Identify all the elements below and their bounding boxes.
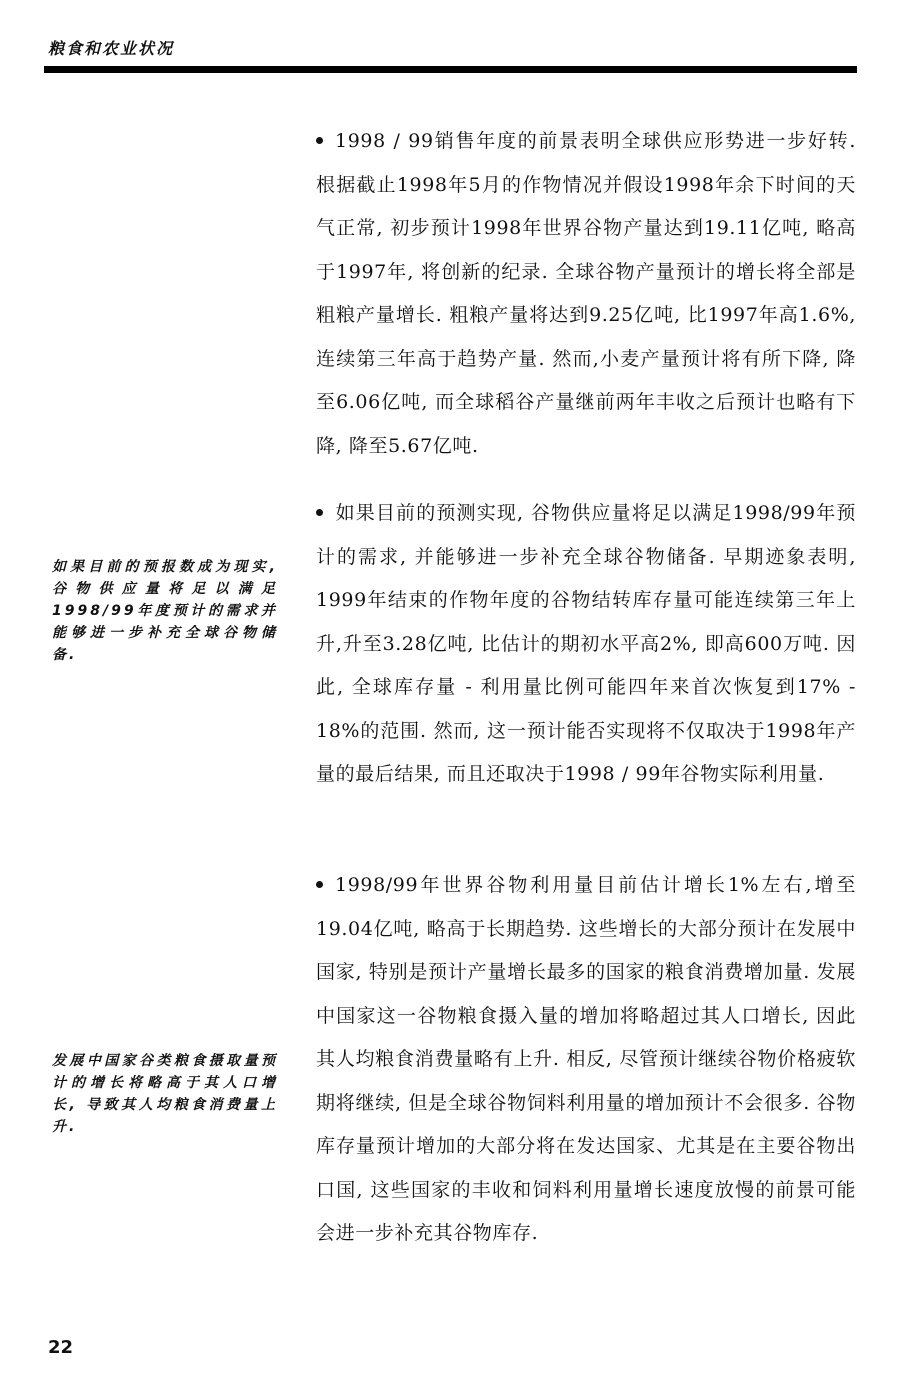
running-head-title: 粮食和农业状况 bbox=[48, 39, 175, 58]
paragraph-1-text: 1998 / 99销售年度的前景表明全球供应形势进一步好转. 根据截止1998年5月的作物情况并假设1998年余下时间的天气正常, 初步预计1998年世界谷物产量达到19.11亿吨, 略高于1997年, 将创新的纪录. 全球谷物产量预计的增长将全部是粗粮产量增长. 粗粮产量将达到9.25亿吨, 比1997年高1.6%, 连续第三年高于趋势产量. 然而,小麦产量预计将有所下降, 降至6.06亿吨, 而全球稻谷产量继前两年丰收之后预计也略有下降, 降至5.67亿吨. bbox=[316, 130, 856, 457]
paragraph-text bbox=[316, 120, 856, 468]
paragraph-2 bbox=[316, 492, 856, 797]
page-number: 22 bbox=[48, 1337, 74, 1358]
paragraph-2-text: 如果目前的预测实现, 谷物供应量将足以满足1998/99年预计的需求, 并能够进一步补充全球谷物储备. 早期迹象表明, 1999年结束的作物年度的谷物结转库存量可能连续第三年上升,升至3.28亿吨, 比估计的期初水平高2%, 即高600万吨. 因此, 全球库存量 - 利用量比例可能四年来首次恢复到17% - 18%的范围. 然而, 这一预计能否实现将不仅取决于1998年产量的最后结果, 而且还取决于1998 / 99年谷物实际利用量. bbox=[316, 502, 856, 785]
margin-note-1: 如果目前的预报数成为现实, 谷物供应量将足以满足1998/99年度预计的需求并能够进一步补充全球谷物储备. bbox=[52, 559, 278, 663]
bullet-icon bbox=[316, 137, 323, 144]
header-rule bbox=[44, 66, 857, 73]
paragraph-3-text: 1998/99年世界谷物利用量目前估计增长1%左右,增至19.04亿吨, 略高于长期趋势. 这些增长的大部分预计在发展中国家, 特别是预计产量增长最多的国家的粮食消费增加量. 发展中国家这一谷物粮食摄入量的增加将略超过其人口增长, 因此其人均粮食消费量略有上升. 相反, 尽管预计继续谷物价格疲软期将继续, 但是全球谷物饲料利用量的增加预计不会很多. 谷物库存量预计增加的大部分将在发达国家、尤其是在主要谷物出口国, 这些国家的丰收和饲料利用量增长速度放慢的前景可能会进一步补充其谷物库存. bbox=[316, 874, 856, 1244]
bullet-icon bbox=[316, 881, 323, 888]
margin-note-2: 发展中国家谷类粮食摄取量预计的增长将略高于其人口增长, 导致其人均粮食消费量上升. bbox=[52, 1053, 278, 1135]
bullet-icon bbox=[316, 509, 323, 516]
paragraph-3 bbox=[316, 864, 856, 1256]
paragraph-text bbox=[316, 492, 856, 797]
paragraph-text bbox=[316, 864, 856, 1256]
paragraph-1 bbox=[316, 120, 856, 468]
